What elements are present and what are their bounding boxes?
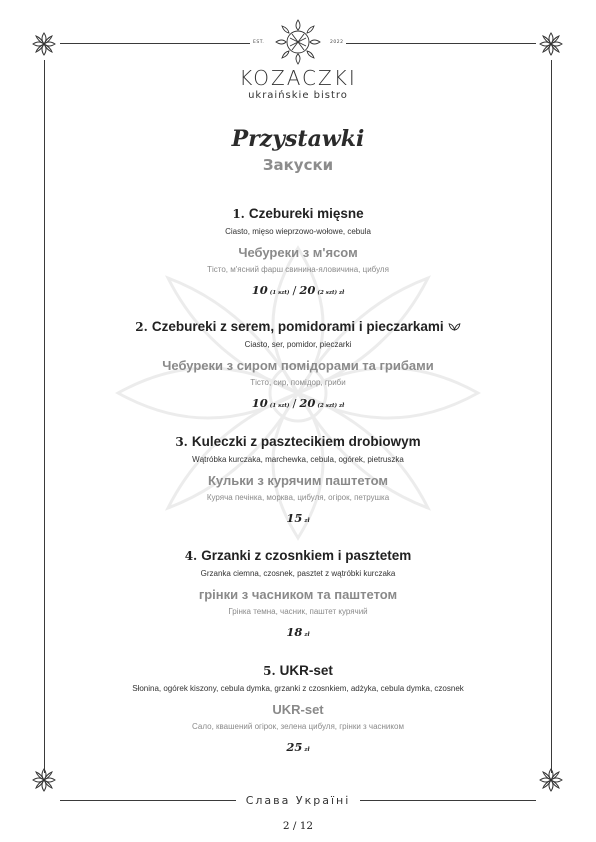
- item-description-pl: Ciasto, mięso wieprzowo-wołowe, cebula: [225, 227, 371, 236]
- item-number: 3.: [175, 435, 188, 449]
- item-name-pl: [0, 662, 596, 680]
- price-single: 10: [251, 283, 268, 297]
- price-separator: /: [292, 283, 297, 297]
- item-title-pl: Kuleczki z pasztecikiem drobiowym: [191, 434, 421, 449]
- item-number: 5.: [263, 664, 276, 678]
- floral-ornament-icon: [31, 31, 57, 57]
- item-description-ua: Тісто, м'ясний фарш свинина-яловичина, цибуля: [207, 265, 389, 274]
- price-double: 20: [299, 283, 316, 297]
- menu-item: [0, 205, 596, 302]
- price-unit: zł: [304, 747, 310, 753]
- item-price: [0, 509, 596, 530]
- brand-name: KOZACZKI: [239, 66, 357, 90]
- price-value: 18: [286, 625, 303, 639]
- price-double-unit: (2 szt) zł: [317, 403, 345, 409]
- item-title-pl: Czebureki mięsne: [248, 206, 364, 221]
- item-title-pl: UKR-set: [279, 663, 333, 678]
- floral-ornament-icon: [538, 767, 564, 793]
- est-label: EST.: [253, 40, 265, 45]
- item-name-pl: [0, 205, 596, 223]
- price-value: 25: [286, 740, 303, 754]
- price-single: 10: [251, 396, 268, 410]
- price-separator: /: [292, 396, 297, 410]
- page-number: 2 / 12: [282, 820, 314, 832]
- item-description-ua: Куряча печінка, морква, цибуля, огірок, петрушка: [206, 493, 390, 502]
- item-description-ua: Сало, квашений огірок, зелена цибуля, грінки з часником: [192, 722, 404, 731]
- price-value: 15: [286, 511, 303, 525]
- item-number: 4.: [184, 549, 198, 563]
- item-name-ua: Чебуреки з сиром помідорами та грибами: [162, 358, 434, 373]
- menu-item: [0, 662, 596, 759]
- price-double-unit: (2 szt) zł: [317, 290, 345, 296]
- floral-ornament-icon: [538, 31, 564, 57]
- item-title-pl: Grzanki z czosnkiem i pasztetem: [201, 548, 412, 563]
- sunflower-emblem-icon: [274, 18, 322, 66]
- item-name-ua: Кульки з курячим паштетом: [207, 473, 389, 488]
- item-description-pl: Ciasto, ser, pomidor, pieczarki: [244, 340, 352, 349]
- item-description-pl: Grzanka ciemna, czosnek, pasztet z wątróbki kurczaka: [200, 569, 396, 578]
- menu-item: [0, 547, 596, 644]
- item-name-ua: UKR-set: [272, 702, 324, 717]
- item-name-pl: [0, 433, 596, 451]
- price-unit: zł: [304, 632, 310, 638]
- item-description-pl: Wątróbka kurczaka, marchewka, cebula, ogórek, pietruszka: [192, 455, 404, 464]
- section-title-ua: Закуски: [262, 156, 334, 174]
- item-price: [0, 394, 596, 415]
- item-description-ua: Тісто, сир, помідор, гриби: [250, 378, 346, 387]
- est-year: 2022: [330, 40, 344, 45]
- item-name-pl: [0, 547, 596, 565]
- floral-ornament-icon: [31, 767, 57, 793]
- footer-slogan: Слава Україні: [245, 794, 351, 807]
- menu-item: [0, 433, 596, 530]
- price-double: 20: [299, 396, 316, 410]
- item-number: 2.: [135, 320, 148, 334]
- item-number: 1.: [232, 207, 245, 221]
- price-single-unit: (1 szt): [269, 290, 290, 296]
- item-description-ua: Грінка темна, часник, паштет курячий: [228, 607, 368, 616]
- menu-item: [0, 318, 596, 415]
- price-unit: zł: [304, 518, 310, 524]
- item-price: [0, 738, 596, 759]
- item-name-pl: [0, 318, 596, 336]
- price-single-unit: (1 szt): [269, 403, 290, 409]
- item-name-ua: Чебуреки з м'ясом: [238, 245, 358, 260]
- item-title-pl: Czebureki z serem, pomidorami i pieczarkami: [151, 319, 444, 334]
- item-description-pl: Słonina, ogórek kiszony, cebula dymka, grzanki z czosnkiem, adżyka, cebula dymka, czosnek: [132, 684, 464, 693]
- item-name-ua: грінки з часником та паштетом: [198, 587, 398, 602]
- frame-top-left-line: [60, 43, 250, 44]
- section-title-pl: Przystawki: [231, 126, 365, 152]
- item-price: [0, 281, 596, 302]
- item-price: [0, 623, 596, 644]
- frame-top-right-line: [346, 43, 536, 44]
- brand-tagline: ukraińskie bistro: [248, 90, 348, 101]
- leaf-icon: [448, 322, 461, 331]
